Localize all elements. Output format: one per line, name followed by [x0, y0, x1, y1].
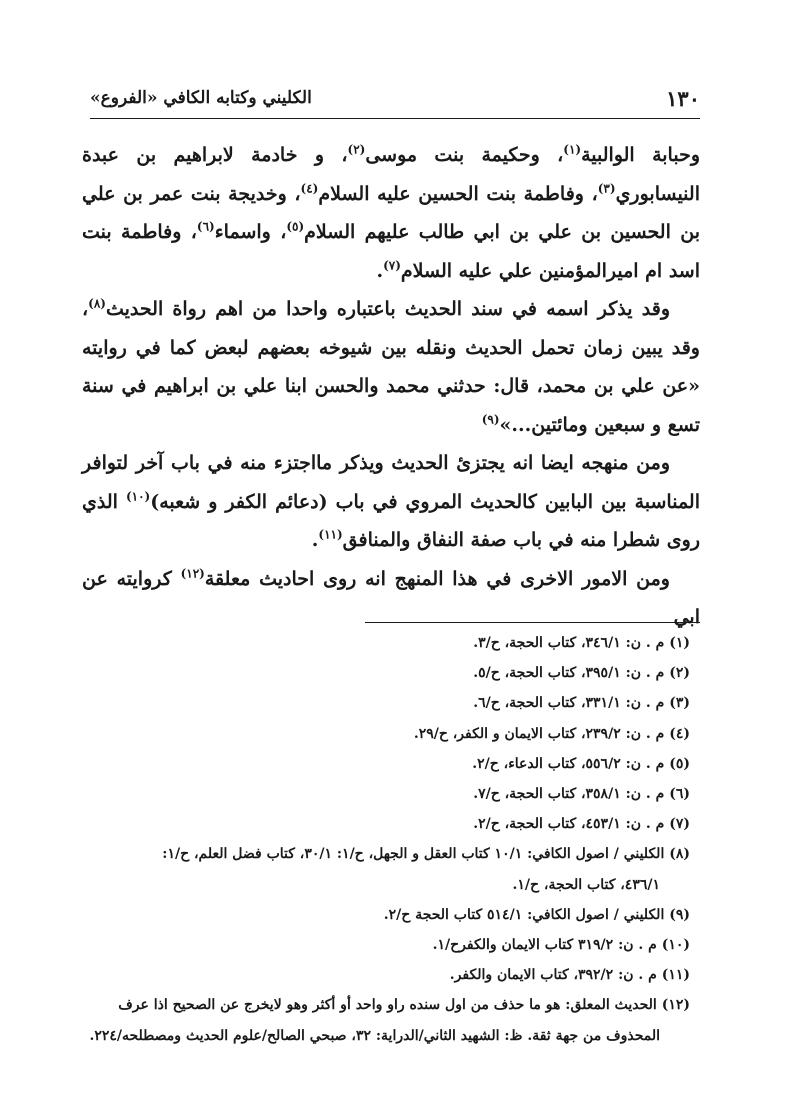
paragraph [82, 444, 700, 560]
footnote-ref: (٥) [286, 219, 305, 234]
footnote-ref: (١) [563, 142, 582, 157]
paragraph [82, 290, 700, 444]
main-text [82, 136, 700, 637]
footnote-ref: (٢) [347, 142, 366, 157]
footnotes [82, 628, 700, 1051]
footnote-ref: (٧) [383, 258, 401, 273]
footnote: (٢) م . ن: ٣٩٥/١، كتاب الحجة، ح/٥. [473, 665, 690, 682]
footnote: (١) م . ن: ٣٤٦/١، كتاب الحجة، ح/٣. [473, 635, 690, 651]
text-run: ، وحكيمة بنت موسى [365, 144, 564, 166]
footnote: (٧) م . ن: ٤٥٣/١، كتاب الحجة، ح/٢. [473, 816, 690, 833]
footnote-rule [365, 622, 700, 623]
text-run: كروايته عن ابي [82, 567, 700, 628]
running-title: الكليني وكتابه الكافي «الفروع» [90, 88, 312, 108]
footnote-continuation: المحذوف من جهة ثقة. ظ: الشهيد الثاني/الدراية: ٣٢، صبحي الصالح/علوم الحديث ومصطلحه/٢٢٤. [89, 1027, 660, 1044]
footnote: (٨) الكليني / اصول الكافي: ١٠/١ كتاب العقل و الجهل، ح/١: ٣٠/١، كتاب فضل العلم، ح/١: [162, 846, 690, 863]
text-run: ، وخديجة بنت عمر بن علي بن الحسين بن علي بن ابي طالب عليهم السلام [82, 182, 700, 243]
text-run: الذي روى شطرا منه في باب صفة النفاق والمنافق [82, 490, 700, 551]
text-run: . [376, 259, 384, 282]
footnote: (١٢) الحديث المعلق: هو ما حذف من اول سنده راو واحد أو أكثر وهو لايخرج عن الصحيح اذا عرف [118, 997, 690, 1014]
text-run: ومن منهجه ايضا انه يجتزئ الحديث ويذكر مااجتزء منه في باب آخر لتوافر المناسبة بين البابين كالحديث المروي في باب (دعائم الكفر و شعبه) [82, 452, 700, 513]
text-run: . [311, 529, 319, 551]
footnote-ref: (٤) [300, 181, 319, 196]
text-run: ، وقد يبين زمان تحمل الحديث ونقله بين شيوخه بعضهم لبعض كما في روايته «عن علي بن محمد، قال: حدثني محمد والحسن ابنا علي بن ابراهيم في سنة تسع و سبعين ومائتين...» [82, 298, 700, 436]
paragraph [82, 136, 700, 290]
footnote-ref: (٦) [196, 219, 215, 234]
text-run: وحبابة الوالبية [581, 144, 700, 166]
page-header [90, 84, 700, 118]
footnote-ref: (٩) [481, 412, 500, 427]
footnote-ref: (١٠) [125, 489, 151, 504]
text-run: ، وفاطمة بنت اسد ام اميرالمؤمنين علي عليه السلام [82, 221, 700, 282]
text-run: ومن الامور الاخرى في هذا المنهج انه روى احاديث معلقة [204, 567, 670, 590]
paragraph [82, 560, 700, 637]
footnote: (٣) م . ن: ٣٣١/١، كتاب الحجة، ح/٦. [473, 695, 690, 712]
footnote: (١٠) م . ن: ٣١٩/٢ كتاب الايمان والكفرح/١. [432, 937, 690, 954]
footnote: (١١) م . ن: ٣٩٢/٢، كتاب الايمان والكفر. [449, 967, 690, 984]
footnote: (٩) الكليني / اصول الكافي: ٥١٤/١ كتاب الحجة ح/٢. [383, 906, 690, 923]
footnote-continuation: ٤٣٦/١، كتاب الحجة، ح/١. [512, 876, 660, 893]
text-run: ، وفاطمة بنت الحسين عليه السلام [318, 182, 598, 205]
footnote-ref: (٨) [88, 296, 106, 311]
footnote-ref: (١١) [318, 527, 343, 542]
footnote: (٦) م . ن: ٣٥٨/١، كتاب الحجة، ح/٧. [473, 786, 690, 803]
footnote: (٤) م . ن: ٢٣٩/٢، كتاب الايمان و الكفر، ح/٢٩. [413, 725, 690, 742]
footnote: (٥) م . ن: ٥٥٦/٢، كتاب الدعاء، ح/٢. [472, 755, 690, 772]
footnote-ref: (١٢) [180, 566, 205, 581]
text-run: ، واسماء [214, 221, 287, 243]
footnote-ref: (٣) [597, 181, 616, 196]
text-run: وقد يذكر اسمه في سند الحديث باعتباره واحدا من اهم رواة الحديث [105, 298, 670, 320]
text-run: ، و خادمة لابراهيم بن عبدة النيسابوري [82, 144, 700, 205]
header-rule [90, 118, 700, 119]
page-number: ١٣٠ [666, 86, 700, 111]
